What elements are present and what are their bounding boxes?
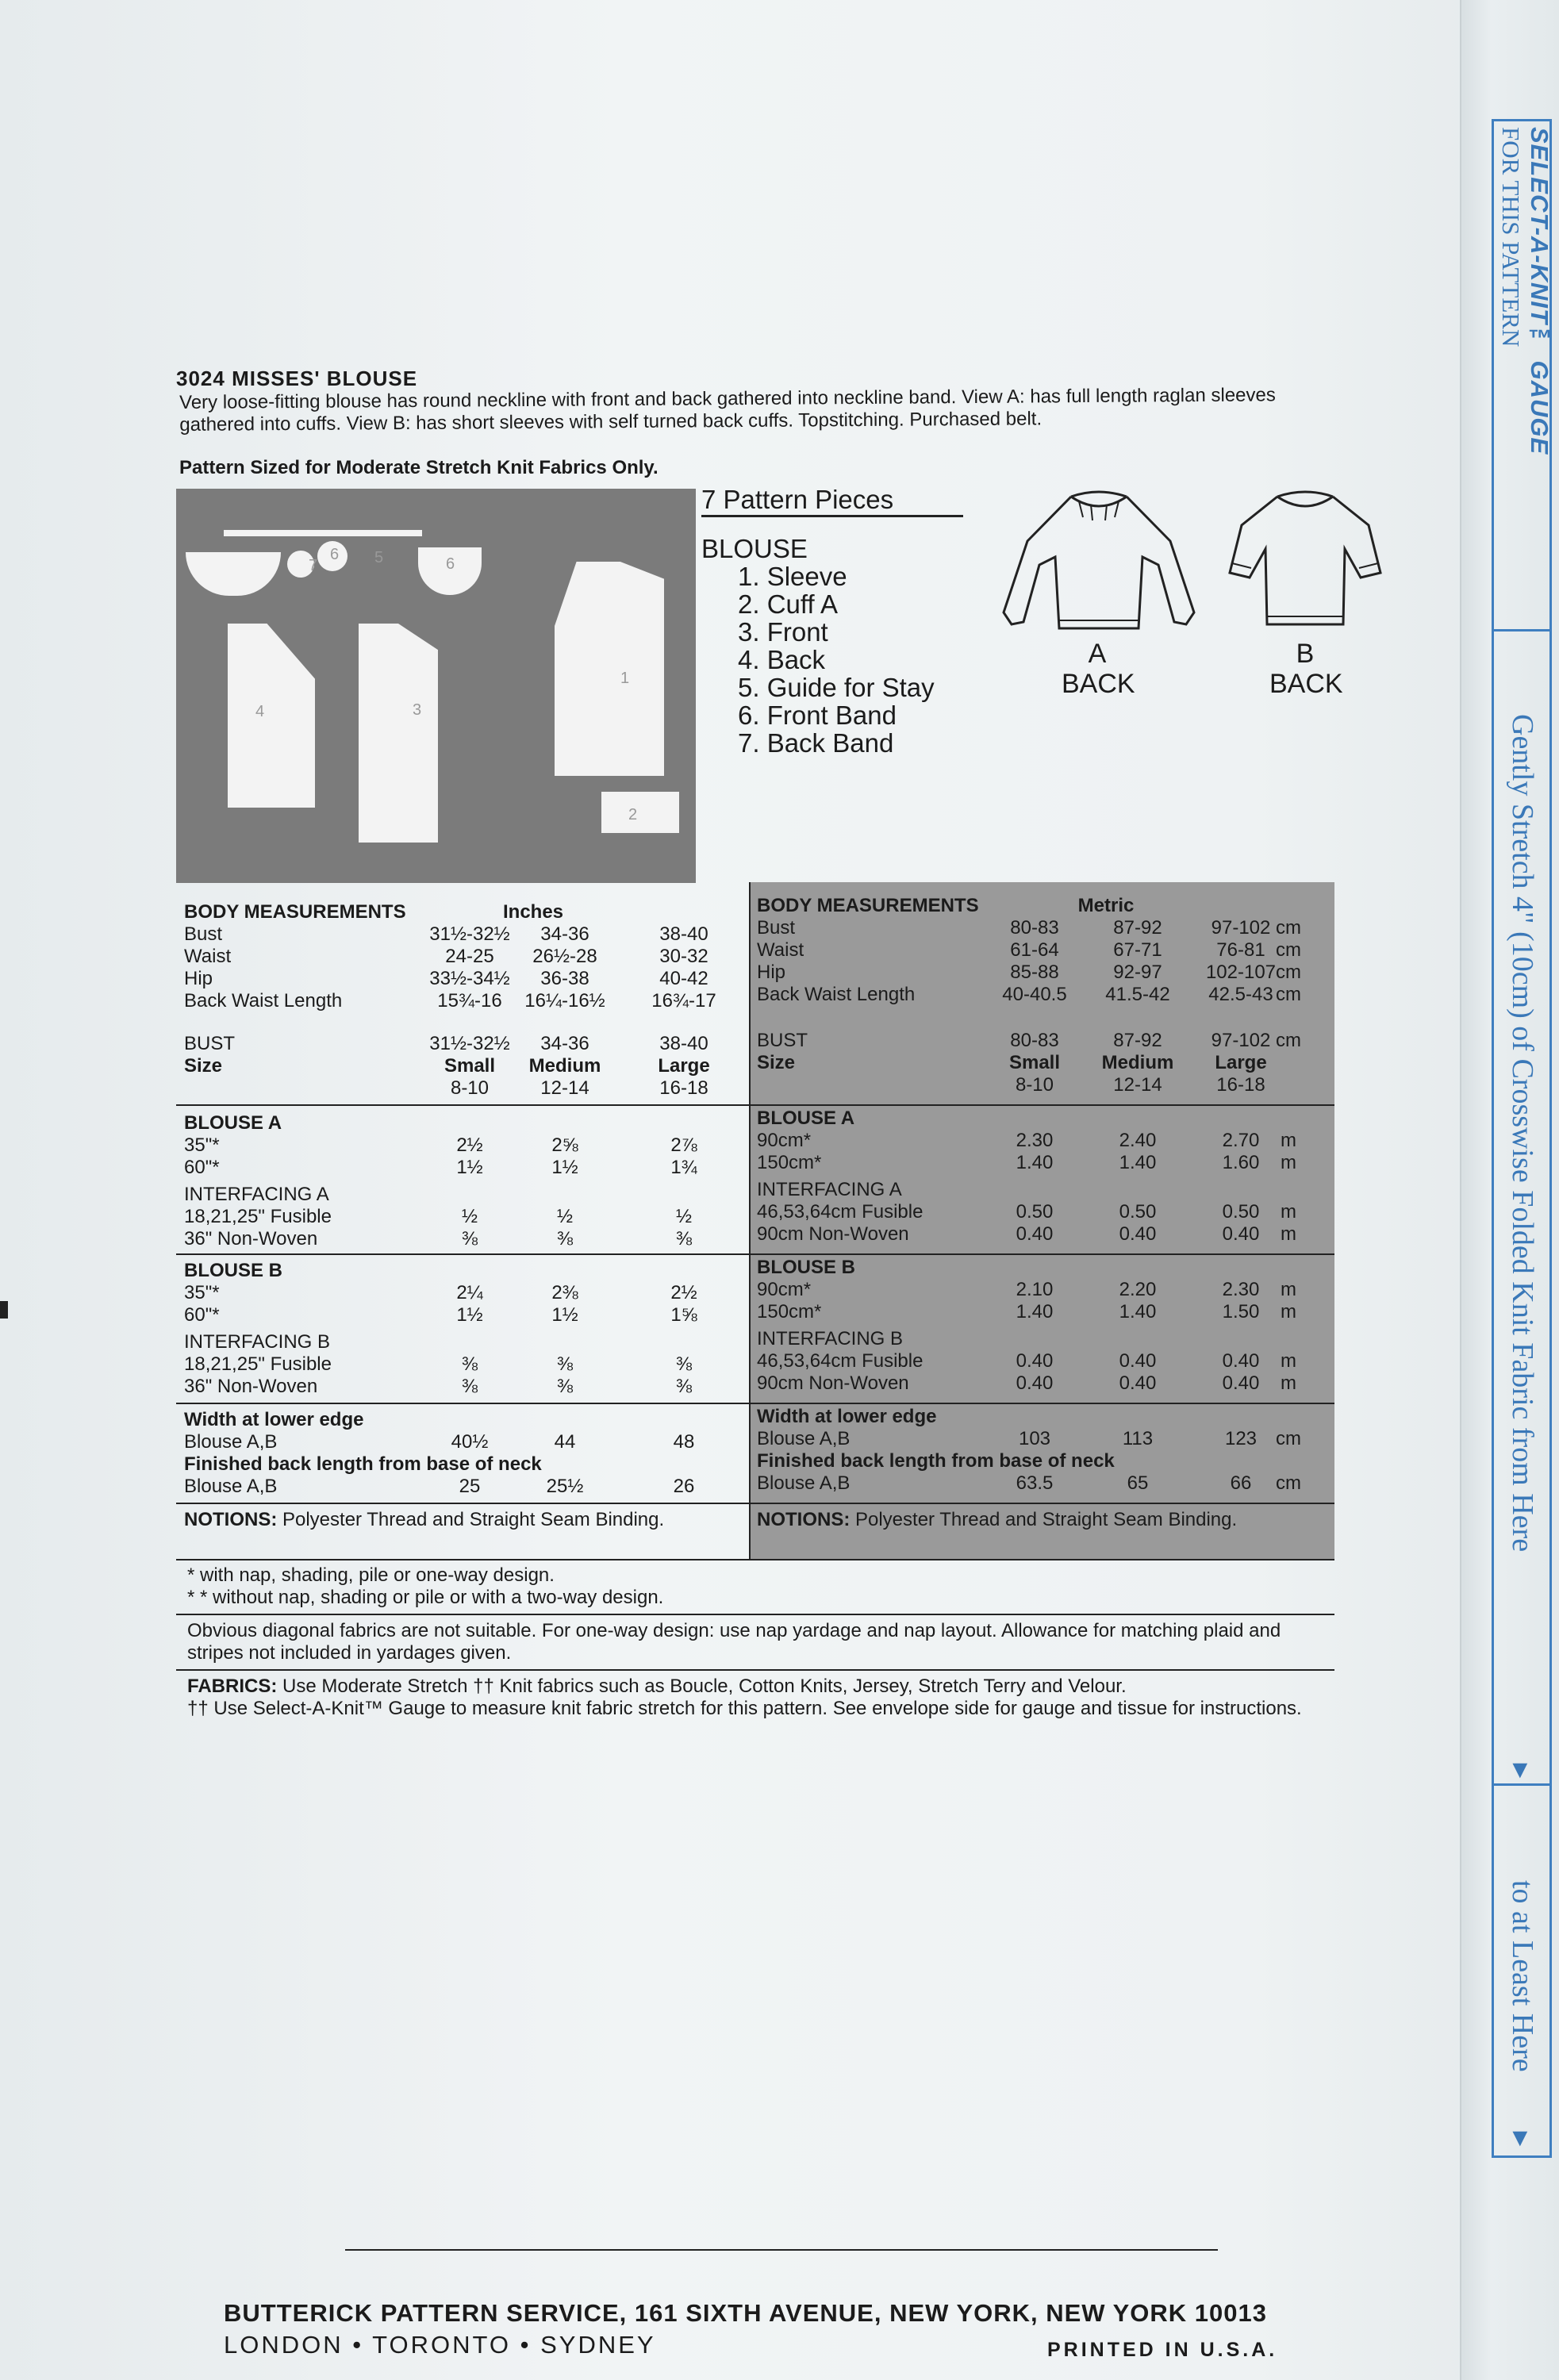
table-row: Back Waist Length 40-40.5 41.5-42 42.5-43 cm xyxy=(757,984,1301,1005)
notions-text: Polyester Thread and Straight Seam Binding. xyxy=(277,1509,665,1530)
gauge-brand: SELECT-A-KNIT™ GAUGE xyxy=(1526,127,1553,455)
table-row: Waist 24-25 26½-28 30-32 xyxy=(184,946,708,967)
table-row: 36" Non-Woven ⅜ ⅜ ⅜ xyxy=(184,1228,692,1250)
table-row: 90cm Non-Woven 0.40 0.40 0.40 m xyxy=(757,1372,1296,1394)
piece-number: 4 xyxy=(255,703,265,720)
view-b-letter: B xyxy=(1296,639,1315,669)
table-row: 90cm Non-Woven 0.40 0.40 0.40 m xyxy=(757,1223,1296,1245)
table-row: Blouse A,B 63.5 65 66 cm xyxy=(757,1472,1301,1494)
table-row: Hip 85-88 92-97 102-107 cm xyxy=(757,962,1301,983)
table-row: Bust 31½-32½ 34-36 38-40 xyxy=(184,923,708,945)
table-row: Bust 80-83 87-92 97-102 cm xyxy=(757,917,1301,939)
inches-header-row xyxy=(184,901,741,923)
table-row: 46,53,64cm Fusible 0.50 0.50 0.50 m xyxy=(757,1201,1296,1223)
publisher-address: BUTTERICK PATTERN SERVICE, 161 SIXTH AVENUE, NEW YORK, NEW YORK 10013 xyxy=(224,2299,1267,2327)
inches-table xyxy=(176,882,749,1560)
table-row: Blouse A,B 40½ 44 48 xyxy=(184,1431,695,1453)
metric-unit: Metric xyxy=(1077,895,1135,916)
pattern-description: Very loose-fitting blouse has round neckline with front and back gathered into neckline band. View A: has full length raglan sleeves gathered into cuffs. View B: has short sleeves with self turned back cuffs. Topstitching. Purchased belt. xyxy=(179,384,1276,436)
notions-text: Polyester Thread and Straight Seam Binding. xyxy=(850,1509,1238,1530)
section-title: Width at lower edge xyxy=(757,1406,937,1427)
piece-item: 7. Back Band xyxy=(738,728,894,758)
publisher-cities: LONDON • TORONTO • SYDNEY xyxy=(224,2331,656,2359)
view-b-label xyxy=(1269,639,1341,699)
piece-number: 5 xyxy=(374,549,384,566)
pattern-pieces-list xyxy=(701,486,963,757)
piece-item: 1. Sleeve xyxy=(738,562,847,591)
section-title: BLOUSE A xyxy=(184,1112,282,1134)
table-row: 8-10 12-14 16-18 xyxy=(1015,1074,1265,1096)
printed-in: PRINTED IN U.S.A. xyxy=(1047,2339,1278,2361)
section-title: Finished back length from base of neck xyxy=(184,1453,542,1475)
fabrics-text: Use Moderate Stretch †† Knit fabrics such as Boucle, Cotton Knits, Jersey, Stretch Terry and Velour. xyxy=(277,1676,1127,1697)
pattern-pieces-photo xyxy=(176,489,696,883)
table-row: Waist 61-64 67-71 76-81 cm xyxy=(757,939,1301,961)
table-row: 18,21,25" Fusible ½ ½ ½ xyxy=(184,1206,692,1227)
metric-table xyxy=(749,882,1334,1560)
table-rule xyxy=(176,1403,749,1404)
view-a-back-sketch xyxy=(996,486,1202,644)
table-row: 90cm* 2.30 2.40 2.70 m xyxy=(757,1130,1296,1151)
table-row: 60"* 1½ 1½ 1⅝ xyxy=(184,1304,697,1326)
gauge-title xyxy=(1496,127,1553,455)
table-row: BUST 31½-32½ 34-36 38-40 xyxy=(184,1033,708,1054)
table-row: BUST 80-83 87-92 97-102 cm xyxy=(757,1030,1301,1051)
front-band-piece xyxy=(186,552,281,596)
section-title: INTERFACING A xyxy=(757,1179,902,1200)
edge-mark xyxy=(0,1301,8,1319)
table-row: 8-10 12-14 16-18 xyxy=(450,1077,708,1099)
notes-section xyxy=(176,1564,1334,1720)
notions-label: NOTIONS: xyxy=(757,1509,851,1530)
table-row: Hip 33½-34½ 36-38 40-42 xyxy=(184,968,708,989)
sleeve-piece xyxy=(555,562,664,776)
piece-number: 6 xyxy=(330,546,340,563)
table-row: 90cm* 2.10 2.20 2.30 m xyxy=(757,1279,1296,1300)
notions-row xyxy=(757,1509,1327,1557)
band-piece xyxy=(224,530,422,536)
arrow-down-icon: ▼ xyxy=(1507,2123,1533,2152)
piece-item: 3. Front xyxy=(738,617,828,647)
table-rule xyxy=(749,1253,1334,1255)
piece-number: 3 xyxy=(413,701,422,719)
diagonal-note: Obvious diagonal fabrics are not suitable. For one-way design: use nap yardage and nap layout. Allowance for matching plaid and stripes not included in yardages given. xyxy=(187,1620,1281,1664)
footer-rule xyxy=(345,2249,1218,2251)
view-a-letter: A xyxy=(1088,639,1107,669)
fabrics-note xyxy=(176,1676,1334,1698)
table-row: Size Small Medium Large xyxy=(184,1055,710,1077)
table-rule xyxy=(749,1403,1334,1404)
section-title: INTERFACING B xyxy=(757,1328,904,1349)
table-rule xyxy=(749,1104,1334,1106)
piece-item: 2. Cuff A xyxy=(738,589,838,619)
table-row: 150cm* 1.40 1.40 1.50 m xyxy=(757,1301,1296,1322)
back-piece xyxy=(228,624,315,808)
table-bottom-rule xyxy=(176,1559,1334,1560)
nap-note: * with nap, shading, pile or one-way design. xyxy=(187,1564,555,1586)
arrow-down-icon: ▼ xyxy=(1507,1755,1533,1783)
pieces-title: 7 Pattern Pieces xyxy=(701,486,963,517)
view-b-back-sketch xyxy=(1226,486,1384,636)
inches-header: BODY MEASUREMENTS xyxy=(184,901,406,923)
section-title: Width at lower edge xyxy=(184,1409,364,1430)
table-row: 35"* 2¼ 2⅜ 2½ xyxy=(184,1282,697,1303)
table-row: Blouse A,B 103 113 123 cm xyxy=(757,1428,1301,1449)
pattern-title: 3024 MISSES' BLOUSE xyxy=(176,367,418,390)
gauge-instruction: Gently Stretch 4" (10cm) of Crosswise Folded Knit Fabric from Here xyxy=(1506,714,1539,1553)
section-title: INTERFACING B xyxy=(184,1331,331,1353)
yardage-table xyxy=(176,882,1334,1560)
notes-rule xyxy=(176,1614,1334,1615)
section-title: BLOUSE A xyxy=(757,1107,855,1129)
view-b-back: BACK xyxy=(1269,669,1343,699)
view-a-label xyxy=(1062,639,1133,699)
piece-item: 6. Front Band xyxy=(738,701,897,730)
section-title: BLOUSE B xyxy=(184,1260,283,1281)
gauge-end-text: to at Least Here xyxy=(1506,1880,1539,2072)
gauge-divider xyxy=(1494,629,1549,631)
table-row: Back Waist Length 15¾-16 16¼-16½ 16¾-17 xyxy=(184,990,716,1012)
section-title: INTERFACING A xyxy=(184,1184,329,1205)
table-row: Blouse A,B 25 25½ 26 xyxy=(184,1476,695,1497)
piece-number: 7 xyxy=(309,557,318,574)
table-rule xyxy=(176,1104,749,1106)
metric-header-row xyxy=(757,895,1327,917)
table-row: 46,53,64cm Fusible 0.40 0.40 0.40 m xyxy=(757,1350,1296,1372)
gauge-for-pattern: FOR THIS PATTERN xyxy=(1497,127,1525,347)
pieces-group: BLOUSE xyxy=(701,534,808,563)
section-title: Finished back length from base of neck xyxy=(757,1450,1115,1472)
table-row: 18,21,25" Fusible ⅜ ⅜ ⅜ xyxy=(184,1353,692,1375)
without-nap-note: * * without nap, shading or pile or with a two-way design. xyxy=(187,1587,664,1608)
view-a-back: BACK xyxy=(1062,669,1135,699)
notions-row xyxy=(184,1509,741,1557)
notes-rule xyxy=(176,1669,1334,1671)
piece-item: 5. Guide for Stay xyxy=(738,673,935,702)
table-row: 60"* 1½ 1½ 1¾ xyxy=(184,1157,697,1178)
notions-label: NOTIONS: xyxy=(184,1509,278,1530)
table-rule xyxy=(749,1503,1334,1504)
cuff-a-piece xyxy=(601,792,679,833)
table-row: 35"* 2½ 2⅝ 2⅞ xyxy=(184,1134,697,1156)
table-rule xyxy=(176,1253,749,1255)
table-row: 36" Non-Woven ⅜ ⅜ ⅜ xyxy=(184,1376,692,1397)
inches-unit: Inches xyxy=(502,901,564,923)
metric-header: BODY MEASUREMENTS xyxy=(757,895,979,916)
fabrics-label: FABRICS: xyxy=(187,1676,278,1697)
piece-number: 1 xyxy=(620,670,630,687)
table-rule xyxy=(176,1503,749,1504)
piece-item: 4. Back xyxy=(738,645,826,674)
piece-number: 6 xyxy=(446,555,455,573)
piece-number: 2 xyxy=(628,806,638,823)
table-row: 150cm* 1.40 1.40 1.60 m xyxy=(757,1152,1296,1173)
gauge-note: †† Use Select-A-Knit™ Gauge to measure knit fabric stretch for this pattern. See envelope side for gauge and tissue for instructions. xyxy=(187,1698,1302,1719)
table-row: Size Small Medium Large xyxy=(757,1052,1267,1073)
fabric-sizing-note: Pattern Sized for Moderate Stretch Knit Fabrics Only. xyxy=(179,457,659,478)
section-title: BLOUSE B xyxy=(757,1257,856,1278)
front-piece xyxy=(359,624,438,843)
